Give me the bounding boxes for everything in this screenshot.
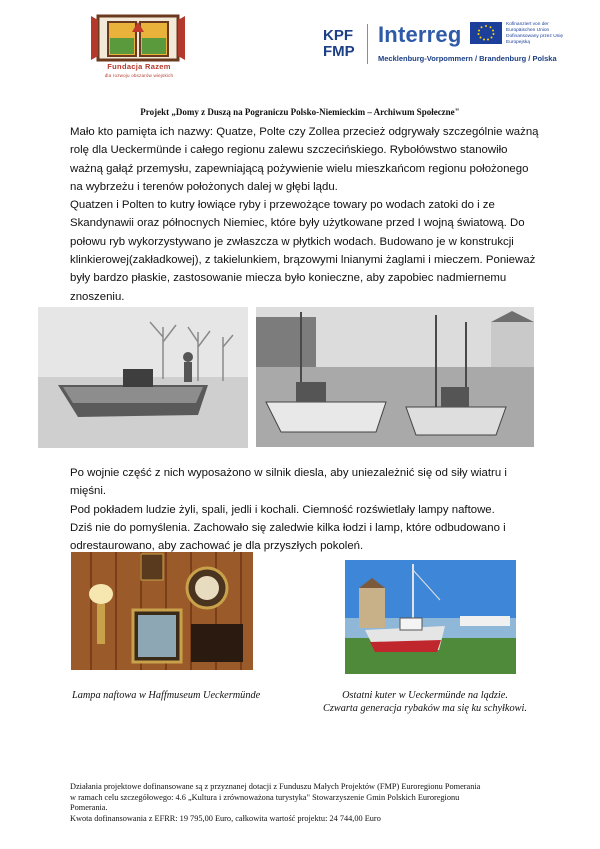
- fmp-text: FMP: [323, 43, 355, 60]
- text-line: rolę dla Ueckermünde i całego regionu zalewu szczecińskiego. Rybołówstwo stanowiło: [70, 144, 508, 157]
- project-title: Projekt „Domy z Duszą na Pograniczu Polsko-Niemieckim – Archiwum Społeczne": [140, 107, 460, 117]
- text-line: odrestaurowano, aby zachować je dla przyszłych pokoleń.: [70, 540, 364, 553]
- kpf-text: KPF: [323, 27, 353, 44]
- text-line: Mało kto pamięta ich nazwy: Quatze, Polte czy Zollea przecież odgrywały szczególnie ważną: [70, 126, 539, 138]
- footer-line: Działania projektowe dofinansowane są z przyznanej dotacji z Funduszu Małych Projektów (FMP) Euroregionu Pomerania: [70, 782, 481, 791]
- last-cutter-photo: [345, 560, 516, 674]
- kpf-fmp-logo: [323, 28, 355, 60]
- foundation-subtitle: dla rozwoju obszarów wiejskich: [104, 73, 174, 78]
- eu-flag-icon: [470, 22, 502, 44]
- postwar-paragraph: [70, 464, 540, 555]
- intro-paragraph: [70, 123, 540, 306]
- text-line: połowu ryb wykorzystywano je zwłaszcza w płytkich wodach. Budowano je w konstrukcji: [70, 235, 514, 248]
- text-line: Dziś nie do pomyślenia. Zachowało się zaledwie kilka łodzi i lamp, które odbudowano i: [70, 521, 506, 534]
- caption-left: Lampa naftowa w Haffmuseum Ueckermünde: [72, 690, 261, 701]
- caption-right: [300, 689, 550, 715]
- text-line: Po wojnie część z nich wyposażono w silnik diesla, aby uniezależnić się od siły wiatru i mięśni.: [70, 467, 507, 498]
- harbor-boats-photo: [256, 307, 534, 447]
- text-line: Skandynawii oraz północnych Niemiec, które były użytkowane przed I wojną światową. Do: [70, 217, 525, 230]
- funding-footer: [70, 782, 550, 824]
- footer-line: w ramach celu szczegółowego: 4.6 „Kultura i zrównoważona turystyka" Stowarzyszenie Gmin Polskich Euroregionu: [70, 792, 460, 802]
- eu-funding-text: Kofinanziert von der Europäischen Union Dofinansowany przez Unię Europejską: [506, 22, 564, 45]
- text-line: klinkierowej(zakładkowej), z takielunkiem, brązowymi lnianymi żaglami i mieczem. Ponieważ: [70, 254, 536, 267]
- text-line: były bardzo płaskie, zastosowanie miecza było konieczne, aby zapobiec nadmiernemu: [70, 272, 507, 285]
- footer-line: Pomerania.: [70, 803, 108, 812]
- foundation-name: Fundacja Razem dla rozwoju obszarów wiejskich: [75, 62, 203, 80]
- region-text: Mecklenburg-Vorpommern / Brandenburg / Polska: [378, 54, 557, 63]
- text-line: na wybrzeżu i terenów położonych dalej w głębi lądu.: [70, 180, 338, 193]
- text-line: Quatzen i Polten to kutry łowiące ryby i przewożące towary po wodach zatoki do i ze: [70, 199, 495, 212]
- caption-right-line: Ostatni kuter w Ueckermünde na lądzie.: [342, 690, 508, 701]
- interreg-logo: Interreg: [378, 22, 462, 47]
- caption-right-line: Czwarta generacja rybaków ma się ku schyłkowi.: [323, 703, 527, 714]
- text-line: znoszeniu.: [70, 290, 125, 303]
- window-logo-icon: [88, 12, 188, 64]
- footer-line: Kwota dofinansowania z EFRR: 19 795,00 Euro, całkowita wartość projektu: 24 744,00 Euro: [70, 813, 381, 823]
- text-line: ważną gałąź przemysłu, zapewniającą pożywienie wielu mieszkańcom regionu położonego: [70, 162, 529, 175]
- oil-lamp-photo: [71, 552, 253, 670]
- historic-boat-photo: [38, 307, 248, 448]
- text-line: Pod pokładem ludzie żyli, spali, jedli i kochali. Ciemność rozświetlały lampy naftowe.: [70, 503, 495, 516]
- logo-divider: [367, 24, 368, 64]
